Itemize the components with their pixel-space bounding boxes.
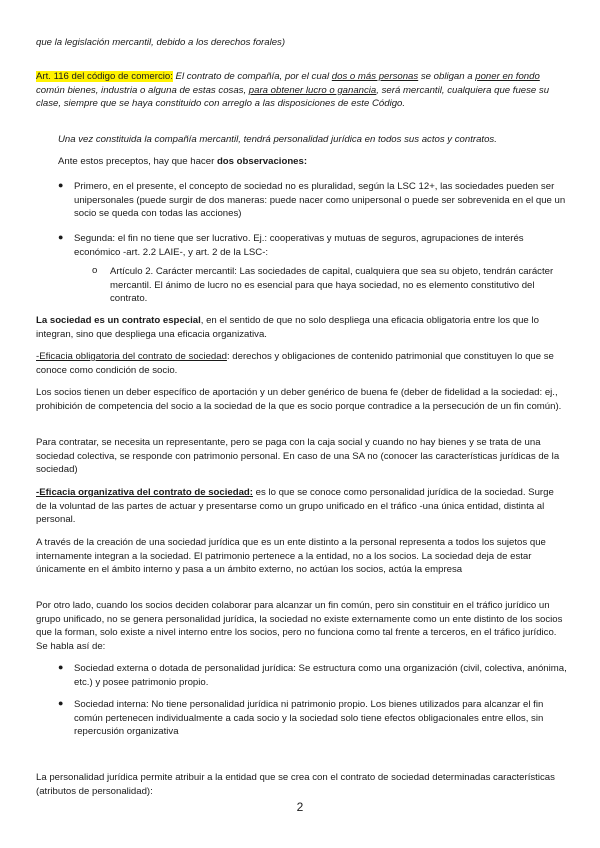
organizativa-paragraph xyxy=(36,486,566,527)
socios-paragraph: Los socios tienen un deber específico de aportación y un deber genérico de buena fe (deber de fidelidad a la sociedad: ej., prohibición de competencia del socio a la sociedad de la que es socio porque contradice a la persecución de un fin común). xyxy=(36,387,562,412)
quote-paragraph: Una vez constituida la compañía mercantil, tendrá personalidad jurídica en todos sus actos y contratos. xyxy=(58,134,497,145)
article-116-text-2: se obligan a xyxy=(418,71,476,82)
top-line: que la legislación mercantil, debido a los derechos forales) xyxy=(36,37,286,48)
bullet-icon: ● xyxy=(58,698,64,708)
obligatoria-paragraph xyxy=(36,350,566,377)
bullet-primero: Primero, en el presente, el concepto de sociedad no es pluralidad, según la LSC 12+, las sociedades pueden ser unipersonales (puede surgir de dos maneras: puede nacer como unipersonal o puede ser sobrevenida en el que un socio se queda con todas las acciones) xyxy=(74,181,566,220)
article-116-paragraph xyxy=(36,70,566,111)
organizativa-rest: es lo que se conoce como personalidad jurídica de la sociedad. Surge de la voluntad de las partes de actuar y presentarse como un grupo unificado en el tráfico -una única entidad, distinta al personal. xyxy=(36,487,554,526)
article-116-underline-1: dos o más personas xyxy=(331,71,419,82)
observations-line xyxy=(58,155,568,169)
observations-intro: Ante estos preceptos, hay que hacer xyxy=(58,156,217,167)
contratar-paragraph: Para contratar, se necesita un representante, pero se paga con la caja social y cuando no hay bienes y se trata de una sociedad colectiva, se responde con patrimonio personal. En caso de una SA no (conocer las características jurídicas de la sociedad) xyxy=(36,437,560,476)
sub-bullet-icon: o xyxy=(92,265,98,276)
article-116-text-4: , será mercantil, cualquiera que fuese su clase, siempre que se haya constituido con arreglo a las disposiciones de este Código. xyxy=(36,84,550,110)
bullet-icon: ● xyxy=(58,232,64,242)
especial-paragraph xyxy=(36,314,566,341)
article-116-text-1: El contrato de compañía, por el cual xyxy=(172,71,332,82)
article-116-text-3: común bienes, industria o alguna de estas cosas, xyxy=(36,84,249,96)
observations-bold: dos observaciones: xyxy=(216,156,308,167)
bullet-icon: ● xyxy=(58,180,64,190)
especial-bold: La sociedad es un contrato especial xyxy=(36,315,201,326)
bullet-sociedad-interna: Sociedad interna: No tiene personalidad jurídica ni patrimonio propio. Los bienes utilizados para alcanzar el fin común pertenecen individualmente a cada socio y la sociedad solo tiene efectos obligacionales entre ellos, sin repercusión organizativa xyxy=(74,699,544,738)
final-paragraph: La personalidad jurídica permite atribuir a la entidad que se crea con el contrato de sociedad determinadas características (atributos de personalidad): xyxy=(36,772,555,797)
sub-bullet-articulo-2: Artículo 2. Carácter mercantil: Las sociedades de capital, cualquiera que sea su objeto, tendrán carácter mercantil. El ánimo de lucro no es esencial para que haya sociedad, no es elemento constitutivo del contrato. xyxy=(110,266,554,305)
otro-lado-paragraph: Por otro lado, cuando los socios deciden colaborar para alcanzar un fin común, pero sin constituir en el tráfico jurídico un grupo unificado, no se genera personalidad jurídica, la sociedad no existe externamente como un ente distinto de los socios que la forman, solo existe a nivel interno entre los socios, pero no funciona como tal frente a terceros, en el tráfico jurídico. Se habla así de: xyxy=(36,600,563,652)
article-116-label: Art. 116 del código de comercio: xyxy=(36,71,173,82)
page-number: 2 xyxy=(296,800,304,814)
bullet-sociedad-externa: Sociedad externa o dotada de personalidad jurídica: Se estructura como una organización (civil, colectiva, anónima, etc.) y posee patrimonio propio. xyxy=(74,663,567,688)
bullet-segunda: Segunda: el fin no tiene que ser lucrativo. Ej.: cooperativas y mutuas de seguros, agrupaciones de interés económico -art. 2.2 LAIE-, y art. 2 de la LSC-: xyxy=(74,233,524,258)
especial-rest: , en el sentido de que no solo despliega una eficacia obligatoria entre los que lo integran, sino que despliega una eficacia organizativa. xyxy=(36,315,539,340)
bullet-icon: ● xyxy=(58,662,64,672)
article-116-underline-2: poner en fondo xyxy=(475,71,540,82)
obligatoria-rest: : derechos y obligaciones de contenido patrimonial que constituyen lo que se conoce como condición de socio. xyxy=(36,351,554,376)
article-116-underline-3: para obtener lucro o ganancia xyxy=(248,84,377,96)
organizativa-label: -Eficacia organizativa del contrato de sociedad: xyxy=(36,487,253,498)
traves-paragraph: A través de la creación de una sociedad jurídica que es un ente distinto a la personal representa a todos los sujetos que internamente integran a la sociedad. El patrimonio pertenece a la entidad, no a los socios. La sociedad deja de estar únicamente en el ámbito interno y pasa a un ámbito externo, no actúan los socios, actúa la empresa xyxy=(36,537,546,576)
obligatoria-label: -Eficacia obligatoria del contrato de sociedad xyxy=(36,351,227,362)
